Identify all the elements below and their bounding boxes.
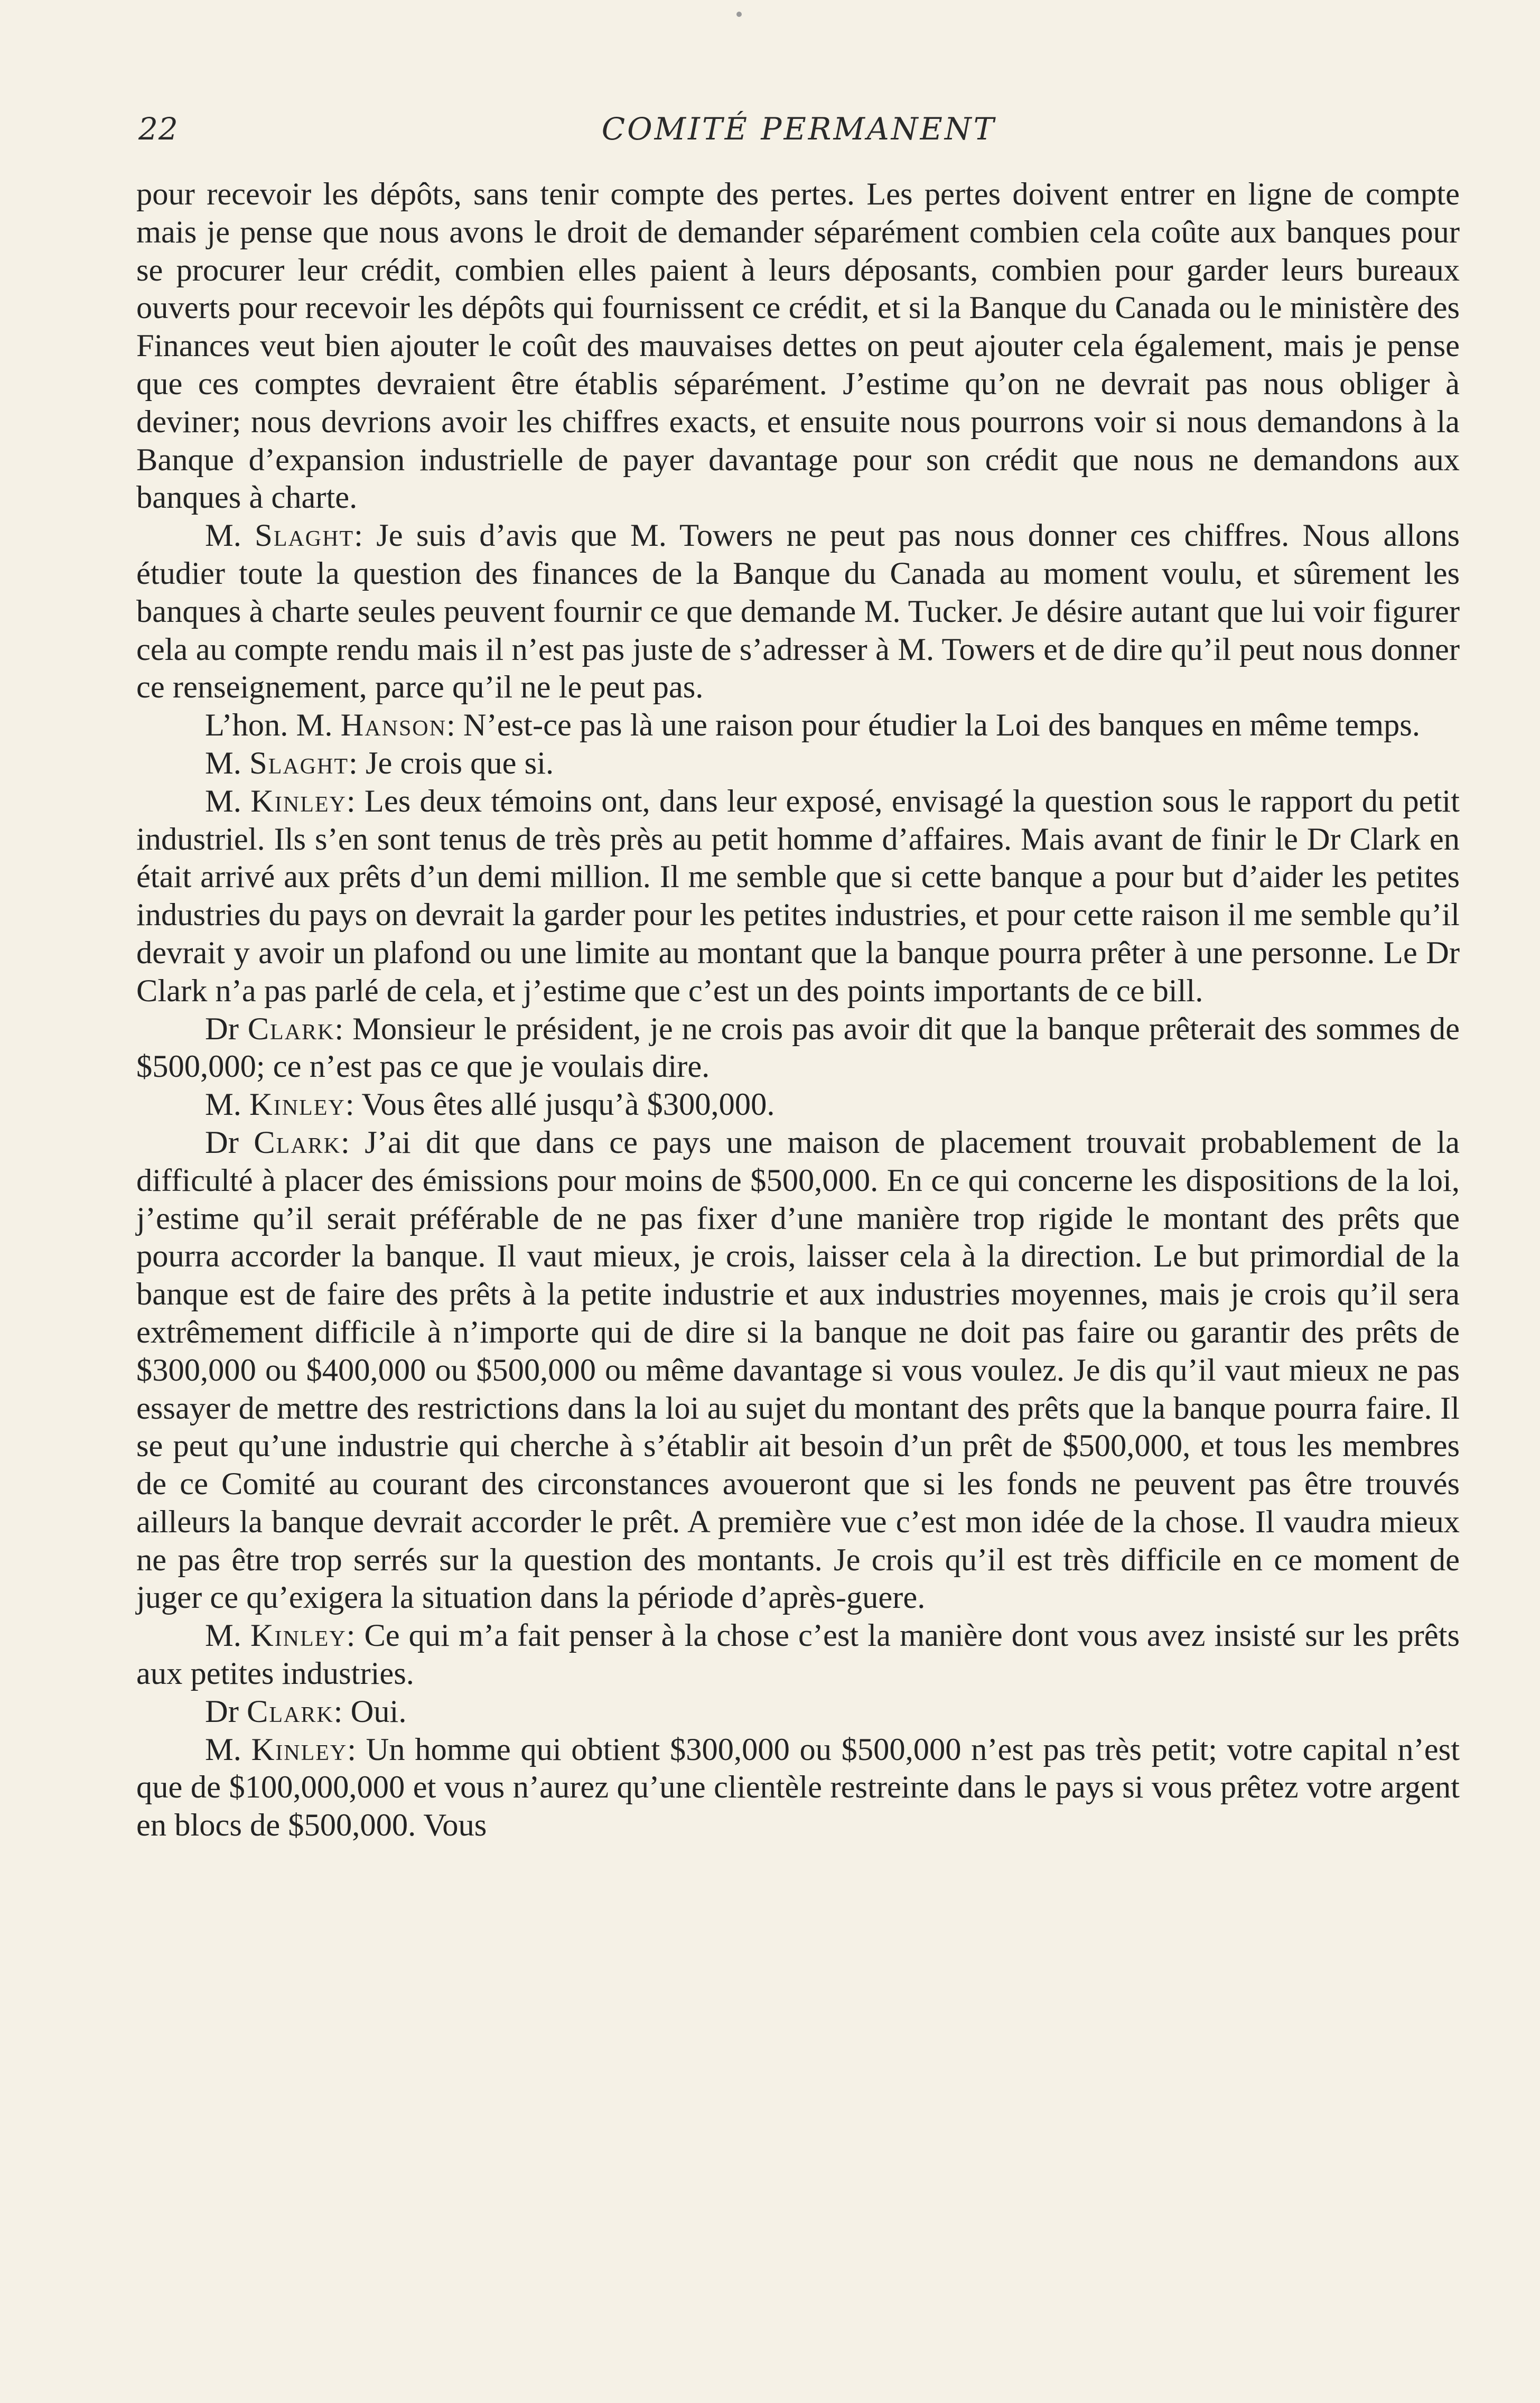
paragraph [136, 1086, 1460, 1124]
speaker-title: Dr [205, 1124, 254, 1160]
speaker-name: Kinley [251, 1731, 348, 1767]
speaker-name: Clark [246, 1693, 334, 1729]
speaker-colon: : [333, 1693, 351, 1729]
speaker-name: Kinley [249, 1087, 346, 1123]
speaker-colon: : [334, 1011, 353, 1047]
speaker-title: M. [205, 1087, 250, 1123]
paragraph-text: Les deux témoins ont, dans leur exposé, envisagé la question sous le rapport du petit industriel. Ils s’en sont tenus de très près au petit homme d’affaires. Mais avant de finir le Dr Clark en était arrivé aux prêts d’un demi million. Il me semble que si cette banque a pour but d’aider les petites industries du pays on devrait la garder pour les petites industries, et pour cette raison il me semble qu’il devrait y avoir un plafond ou une limite au montant que la banque pourra prêter à une personne. Le Dr Clark n’a pas parlé de cela, et j’estime que c’est un des points importants de ce bill. [136, 783, 1460, 1009]
paragraph [136, 1124, 1460, 1617]
page-header [138, 106, 1459, 153]
paragraph-text: Je suis d’avis que M. Towers ne peut pas nous donner ces chiffres. Nous allons étudier toute la question des finances de la Banque du Canada au moment voulu, et sûrement les banques à charte seules peuvent fournir ce que demande M. Tucker. Je désire autant que lui voir figurer cela au compte rendu mais il n’est pas juste de s’adresser à M. Towers et de dire qu’il peut nous donner ce renseignement, parce qu’il ne le peut pas. [136, 518, 1460, 705]
paragraph-text: Oui. [350, 1693, 407, 1729]
paragraph [136, 744, 1460, 783]
paragraph [136, 783, 1460, 1010]
speaker-colon: : [340, 1124, 365, 1160]
running-head: COMITÉ PERMANENT [601, 111, 996, 147]
page-number: 22 [138, 111, 179, 147]
speaker-title: L’hon. M. [205, 707, 341, 743]
speaker-name: Clark [247, 1011, 335, 1047]
paragraph-text: Monsieur le président, je ne crois pas avoir dit que la banque prêterait des sommes de $500,000; ce n’est pas ce que je voulais dire. [136, 1011, 1460, 1085]
paragraph-text: Ce qui m’a fait penser à la chose c’est la manière dont vous avez insisté sur les prêts aux petites industries. [136, 1618, 1460, 1692]
speaker-name: Slaght [249, 745, 349, 781]
speaker-colon: : [354, 518, 377, 554]
body-text [136, 175, 1460, 1845]
speaker-colon: : [346, 1618, 365, 1654]
speaker-colon: : [446, 707, 463, 743]
paragraph-text: pour recevoir les dépôts, sans tenir compte des pertes. Les pertes doivent entrer en ligne de compte mais je pense que nous avons le droit de demander séparément combien cela coûte aux banques pour se procurer leur crédit, combien elles paient à leurs déposants, combien pour garder leurs bureaux ouverts pour recevoir les dépôts qui fournissent ce crédit, et si la Banque du Canada ou le ministère des Finances veut bien ajouter le coût des mauvaises dettes on peut ajouter cela également, mais je pense que ces comptes devraient être établis séparément. J’estime qu’on ne devrait pas nous obliger à deviner; nous devrions avoir les chiffres exacts, et ensuite nous pourrons voir si nous demandons à la Banque d’expansion industrielle de payer davantage pour son crédit que nous ne demandons aux banques à charte. [136, 176, 1460, 516]
speaker-title: Dr [205, 1693, 247, 1729]
paragraph-text: N’est-ce pas là une raison pour étudier la Loi des banques en même temps. [463, 707, 1420, 743]
paragraph [136, 706, 1460, 744]
paragraph-text: Vous êtes allé jusqu’à $300,000. [361, 1087, 775, 1123]
speaker-title: M. [205, 1731, 251, 1767]
paragraph-text: Un homme qui obtient $300,000 ou $500,000 n’est pas très petit; votre capital n’est que de $100,000,000 et vous n’aurez qu’une clientèle restreinte dans le pays si vous prêtez votre argent en blocs de $500,000. Vous [136, 1731, 1460, 1843]
specks [736, 12, 742, 17]
paragraph-text: J’ai dit que dans ce pays une maison de placement trouvait probablement de la difficulté à placer des émissions pour moins de $500,000. En ce qui concerne les dispositions de la loi, j’estime qu’il serait préférable de ne pas fixer d’une manière trop rigide le montant des prêts que pourra accorder la banque. Il vaut mieux, je crois, laisser cela à la direction. Le but primordial de la banque est de faire des prêts à la petite industrie et aux industries moyennes, mais je crois qu’il sera extrêmement difficile à n’importe qui de dire si la banque ne doit pas faire ou garantir des prêts de $300,000 ou $400,000 ou $500,000 ou même davantage si vous voulez. Je dis qu’il vaut mieux ne pas essayer de mettre des restrictions dans la loi au sujet du montant des prêts que la banque pourra faire. Il se peut qu’une industrie qui cherche à s’établir ait besoin d’un prêt de $500,000, et tous les membres de ce Comité au courant des circonstances avoueront que si les fonds ne peuvent pas être trouvés ailleurs la banque devrait accorder le prêt. A première vue c’est mon idée de la chose. Il vaudra mieux ne pas être trop serrés sur la question des montants. Je crois qu’il est très difficile en ce moment de juger ce qu’exigera la situation dans la période d’après-guere. [136, 1124, 1460, 1616]
speaker-name: Clark [254, 1124, 341, 1160]
speaker-colon: : [345, 1087, 362, 1123]
speaker-colon: : [347, 1731, 366, 1767]
paragraph [136, 1693, 1460, 1731]
speaker-name: Kinley [250, 1618, 347, 1654]
speaker-name: Slaght [255, 518, 354, 554]
paragraph [136, 175, 1460, 517]
paragraph-text: Je crois que si. [365, 745, 554, 781]
speaker-title: Dr [205, 1011, 248, 1047]
paragraph [136, 1010, 1460, 1086]
speaker-title: M. [205, 745, 250, 781]
speaker-title: M. [205, 518, 255, 554]
speaker-title: M. [205, 1618, 250, 1654]
speaker-colon: : [349, 745, 366, 781]
paragraph [136, 517, 1460, 706]
speaker-colon: : [346, 783, 365, 819]
speaker-title: M. [205, 783, 251, 819]
paragraph [136, 1731, 1460, 1845]
speaker-name: Hanson [340, 707, 446, 743]
paragraph [136, 1617, 1460, 1693]
speaker-name: Kinley [250, 783, 347, 819]
